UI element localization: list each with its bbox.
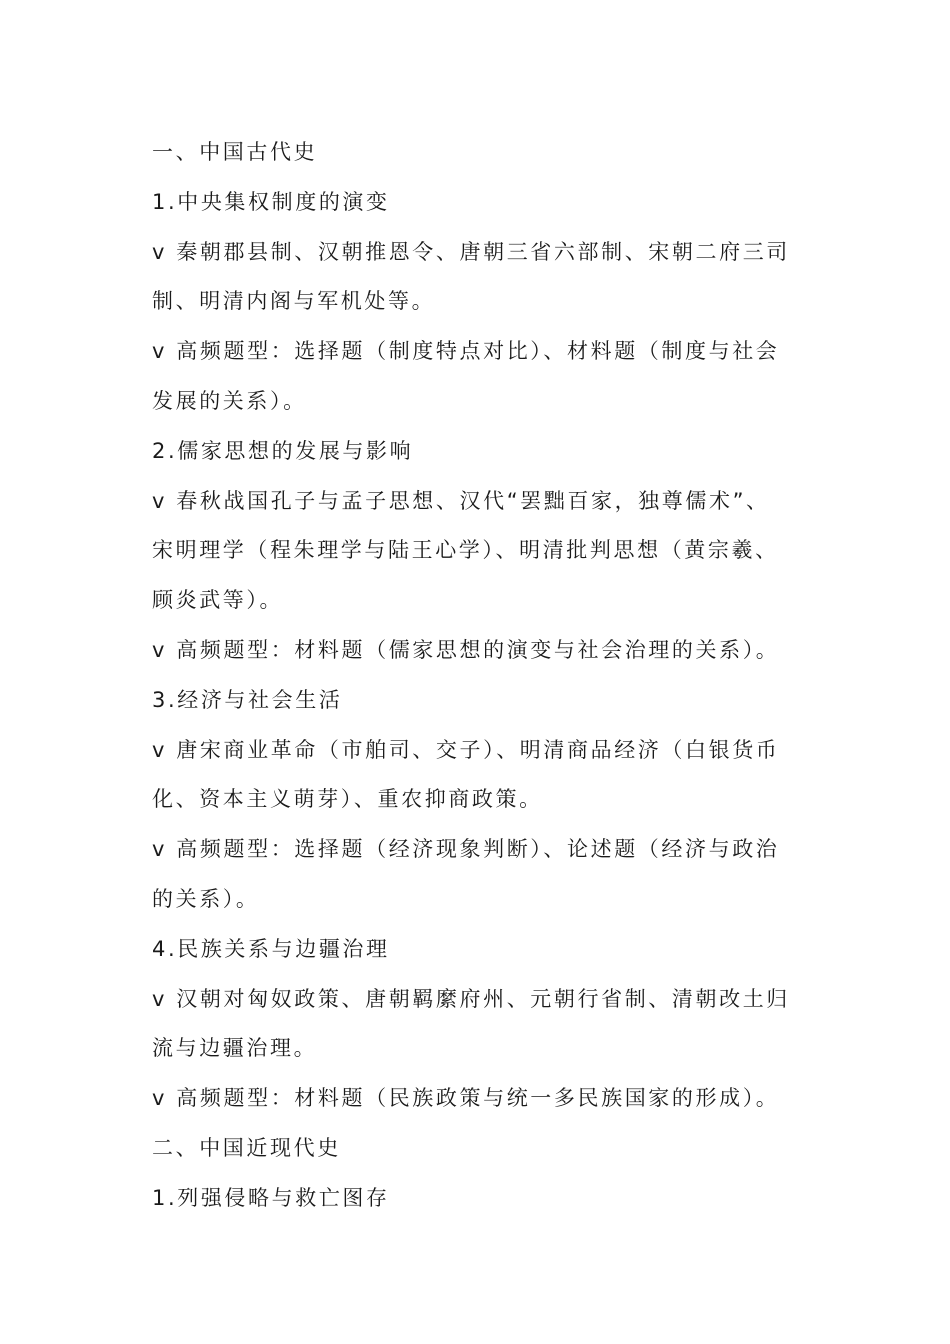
section-heading: 一、中国古代史: [152, 140, 318, 164]
subsection-heading: 3.经济与社会生活: [152, 687, 343, 712]
subsection-heading: 2.儒家思想的发展与影响: [152, 438, 414, 463]
bullet-paragraph-line: v 高频题型：材料题（儒家思想的演变与社会治理的关系）。: [152, 637, 780, 662]
paragraph-continuation: 的关系）。: [152, 886, 260, 911]
bullet-paragraph-line: v 春秋战国孔子与孟子思想、汉代“罢黜百家，独尊儒术”、: [152, 488, 770, 513]
paragraph-continuation: 制、明清内阁与军机处等。: [152, 289, 436, 314]
subsection-heading: 1.列强侵略与救亡图存: [152, 1185, 390, 1210]
subsection-heading: 1.中央集权制度的演变: [152, 189, 390, 214]
bullet-paragraph-line: v 高频题型：选择题（经济现象判断）、论述题（经济与政治: [152, 837, 780, 862]
paragraph-continuation: 流与边疆治理。: [152, 1036, 318, 1061]
bullet-paragraph-line: v 汉朝对匈奴政策、唐朝羁縻府州、元朝行省制、清朝改土归: [152, 986, 790, 1011]
paragraph-continuation: 宋明理学（程朱理学与陆王心学）、明清批判思想（黄宗羲、: [152, 538, 779, 563]
bullet-paragraph-line: v 高频题型：选择题（制度特点对比）、材料题（制度与社会: [152, 339, 780, 364]
bullet-paragraph-line: v 秦朝郡县制、汉朝推恩令、唐朝三省六部制、宋朝二府三司: [152, 239, 790, 264]
paragraph-continuation: 发展的关系）。: [152, 388, 307, 413]
section-heading: 二、中国近现代史: [152, 1135, 341, 1160]
document-body: [152, 128, 802, 1224]
subsection-heading: 4.民族关系与边疆治理: [152, 936, 390, 961]
bullet-paragraph-line: v 唐宋商业革命（市舶司、交子）、明清商品经济（白银货币: [152, 737, 780, 762]
paragraph-continuation: 顾炎武等）。: [152, 588, 284, 613]
bullet-paragraph-line: v 高频题型：材料题（民族政策与统一多民族国家的形成）。: [152, 1086, 780, 1111]
paragraph-continuation: 化、资本主义萌芽）、重农抑商政策。: [152, 787, 543, 812]
